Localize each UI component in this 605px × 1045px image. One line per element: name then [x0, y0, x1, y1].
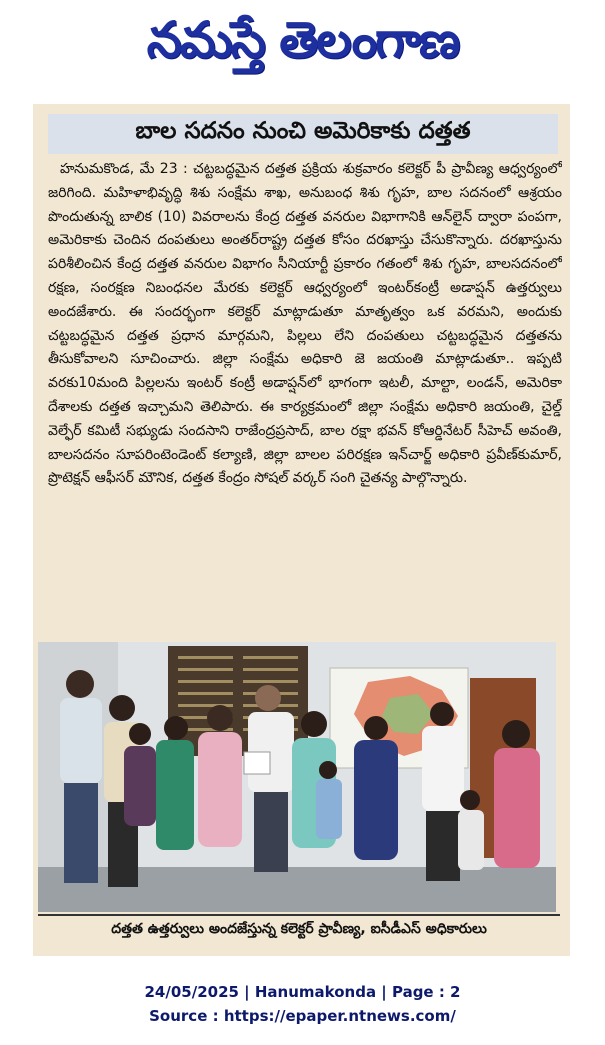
article-body	[48, 158, 562, 634]
newspaper-masthead: నమస్తే తెలంగాణ	[146, 10, 459, 69]
group-photo-illustration	[38, 642, 556, 912]
article-paragraph: హనుమకొండ, మే 23 : చట్టబద్ధమైన దత్తత ప్రక్రియ శుక్రవారం కలెక్టర్ పీ ప్రావీణ్య ఆధ్వర్యంలో జరిగింది. మహిళాభివృద్ధి శిశు సంక్షేమ శాఖ, అనుబంధ శిశు గృహ, బాల సదనంలో ఆశ్రయం పొందుతున్న బాలిక (10) వివరాలను కేంద్ర దత్తత వనరుల విభాగానికి ఆన్‌లైన్ ద్వారా పంపగా, అమెరికాకు చెందిన దంపతులు అంతర్‌రాష్ట్ర దత్తత కోసం దరఖాస్తు చేసుకొన్నారు. దరఖాస్తును పరిశీలించిన కేంద్ర దత్తత వనరుల విభాగం సీనియార్టీ ప్రకారం గతంలో శిశు గృహ, బాలసదనంలో రక్షణ, సంరక్షణ నిబంధనల మేరకు కలెక్టర్ ఆధ్వర్యంలో ఇంటర్‌కంట్రీ అడాప్షన్ ఉత్తర్వులు అందజేశారు. ఈ సందర్భంగా కలెక్టర్ మాట్లాడుతూ మాతృత్వం ఒక వరమని, అందుకు చట్టబద్ధమైన దత్తత ప్రధాన మార్గమని, పిల్లలు లేని దంపతులు చట్టబద్ధమైన దత్తతను తీసుకోవాలని సూచించారు. జిల్లా సంక్షేమ అధికారి జె జయంతి మాట్లాడుతూ.. ఇప్పటి వరకు10మంది పిల్లలను ఇంటర్ కంట్రీ అడాప్షన్‌లో భాగంగా ఇటలీ, మాల్టా, లండన్, అమెరికా దేశాలకు దత్తత ఇచ్చామని తెలిపారు. ఈ కార్యక్రమంలో జిల్లా సంక్షేమ అధికారి జయంతి, చైల్డ్ వెల్ఫేర్ కమిటీ సభ్యుడు సందసాని రాజేంద్రప్రసాద్, బాల రక్షా భవన్ కోఆర్డినేటర్ సీహెచ్ అవంతి, బాలసదనం సూపరింటెండెంట్ కల్యాణి, జిల్లా బాలల పరిరక్షణ ఇన్‌చార్జ్ అధికారి ప్రవీణ్‌కుమార్, ప్రొటెక్షన్ ఆఫీసర్ మౌనిక, దత్తత కేంద్రం సోషల్ వర్కర్ సంగి చైతన్య పాల్గొన్నారు.	[48, 161, 562, 487]
footer-date-edition-page: 24/05/2025 | Hanumakonda | Page : 2	[144, 983, 461, 1001]
clipping-edge-residue	[196, 94, 406, 104]
article-headline: బాల సదనం నుంచి అమెరికాకు దత్తత	[48, 114, 558, 154]
photo-caption: దత్తత ఉత్తర్వులు అందజేస్తున్న కలెక్టర్ ప్రావీణ్య, ఐసీడీఎస్ అధికారులు	[38, 914, 560, 944]
article-photo	[38, 642, 556, 912]
footer-source-link[interactable]: Source : https://epaper.ntnews.com/	[149, 1007, 456, 1025]
